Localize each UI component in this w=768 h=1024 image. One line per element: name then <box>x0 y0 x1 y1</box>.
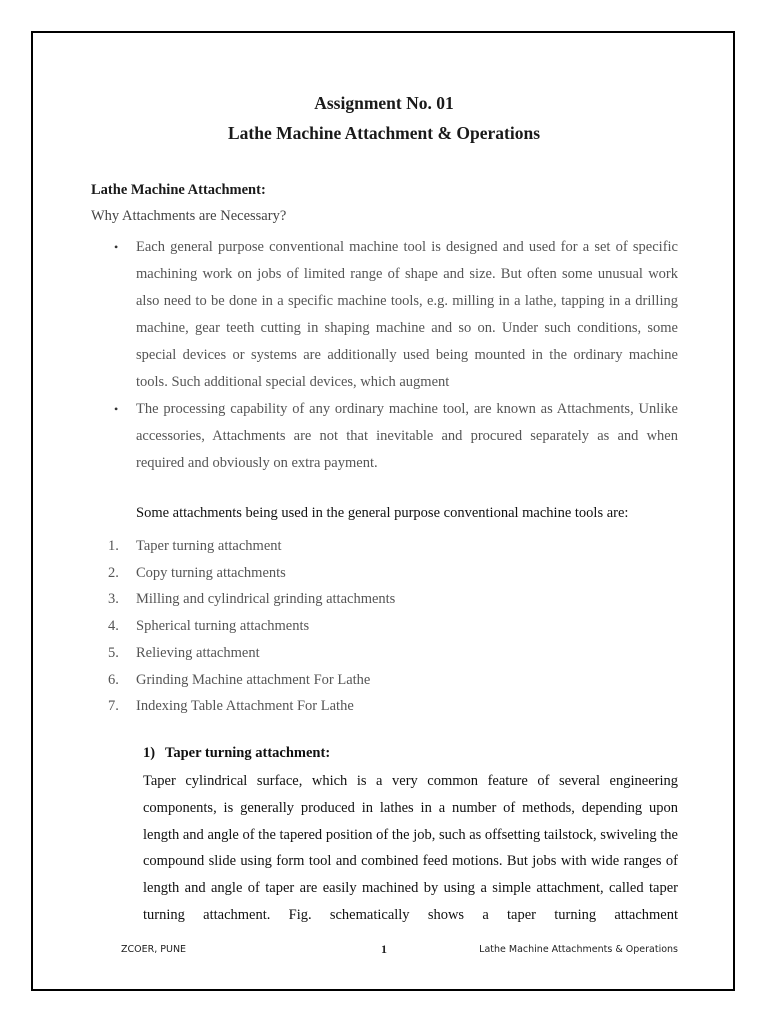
list-item <box>108 693 395 720</box>
list-intro: Some attachments being used in the general purpose conventional machine tools are: <box>136 505 629 521</box>
footer-title: Lathe Machine Attachments & Operations <box>479 944 678 955</box>
bullet-item <box>112 396 678 477</box>
question-text: Why Attachments are Necessary? <box>91 208 287 224</box>
subsection-number: 1) <box>143 745 156 761</box>
list-item <box>108 640 395 667</box>
list-number: 5. <box>108 644 119 661</box>
list-number: 1. <box>108 538 119 554</box>
subsection-paragraph: Taper cylindrical surface, which is a very common feature of several engineering components, is generally produced in lathes in a number of methods, depending upon length and angle of the tapered position of the job, such as offsetting tailstock, swiveling the compound slide using form tool and combined feed motions. But jobs with wide ranges of length and angle of taper are easily machined by using a simple attachment, called taper turning attachment. Fig. schematically shows a taper turning attachment <box>143 773 678 923</box>
subsection-title: Taper turning attachment: <box>165 745 331 761</box>
page-number: 1 <box>381 942 387 956</box>
list-item <box>108 533 395 560</box>
list-item-text: Grinding Machine attachment For Lathe <box>136 671 371 688</box>
bullet-text: Each general purpose conventional machine tool is designed and used for a set of specific machining work on jobs of limited range of shape and size. But often some unusual work also need to be done in a specific machine tools, e.g. milling in a lathe, tapping in a drilling machine, gear teeth cutting in shaping machine and so on. Under such conditions, some special devices or systems are additionally used being mounted in the ordinary machine tools. Such additional special devices, which augment <box>136 239 678 390</box>
list-item <box>108 667 395 694</box>
list-item-text: Spherical turning attachments <box>136 618 310 635</box>
list-number: 4. <box>108 618 119 635</box>
bullet-item <box>112 234 678 396</box>
list-item <box>108 586 395 613</box>
list-number: 6. <box>108 671 119 688</box>
list-item <box>108 613 395 640</box>
footer-institution: ZCOER, PUNE <box>121 944 187 955</box>
subsection-heading <box>143 746 330 761</box>
list-item <box>108 560 395 587</box>
bullet-icon: • <box>114 240 119 254</box>
list-item-text: Copy turning attachments <box>136 564 286 581</box>
attachments-list <box>108 533 395 720</box>
list-item-text: Relieving attachment <box>136 644 260 661</box>
section-heading: Lathe Machine Attachment: <box>91 182 266 198</box>
bullet-text: The processing capability of any ordinary machine tool, are known as Attachments, Unlike accessories, Attachments are not that inevitable and procured separately as and when required and obviously on extra payment. <box>136 401 678 471</box>
list-item-text: Taper turning attachment <box>136 538 282 554</box>
list-number: 2. <box>108 564 119 581</box>
list-item-text: Milling and cylindrical grinding attachments <box>136 591 396 608</box>
list-item-text: Indexing Table Attachment For Lathe <box>136 698 354 715</box>
list-number: 7. <box>108 698 119 715</box>
bullet-icon: • <box>114 402 119 416</box>
assignment-number-title: Assignment No. 01 <box>314 93 454 113</box>
bullet-list <box>112 234 678 477</box>
document-title: Lathe Machine Attachment & Operations <box>227 123 541 143</box>
list-number: 3. <box>108 591 119 608</box>
